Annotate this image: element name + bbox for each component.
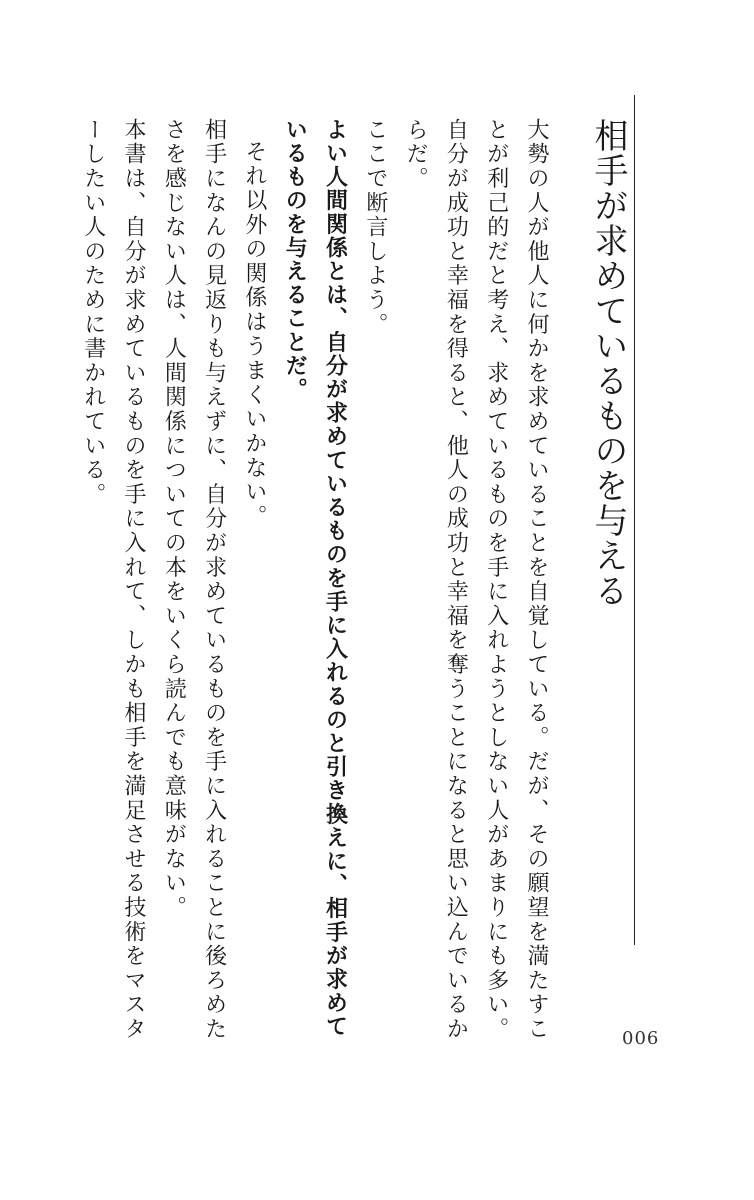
chapter-heading: 相手が求めているものを与える <box>588 118 628 608</box>
title-rule <box>634 95 635 945</box>
paragraph: 本書は、自分が求めているものを手に入れて、しかも相手を満足させる技術をマスターしたい人のために書かれている。 <box>80 118 147 1042</box>
page-number: 006 <box>622 1028 660 1049</box>
paragraph: 大勢の人が他人に何かを求めていることを自覚している。だが、その願望を満たすことが利己的だと考え、求めているものを手に入れようとしない人があまりにも多い。自分が成功と幸福を得ると、他人の成功と幸福を奪うことになると思い込んでいるからだ。 <box>403 118 549 1042</box>
body-text <box>72 118 556 1048</box>
paragraph: ここで断言しよう。 <box>362 118 388 337</box>
emphasized-paragraph: よい人間関係とは、自分が求めているものを手に入れるのと引き換えに、相手が求めているものを与えることだ。 <box>282 118 348 1039</box>
paragraph: 相手になんの見返りも与えずに、自分が求めているものを手に入れることに後ろめたさを感じない人は、人間関係についての本をいくら読んでも意味がない。 <box>161 118 227 1042</box>
paragraph: それ以外の関係はうまくいかない。 <box>241 140 267 529</box>
